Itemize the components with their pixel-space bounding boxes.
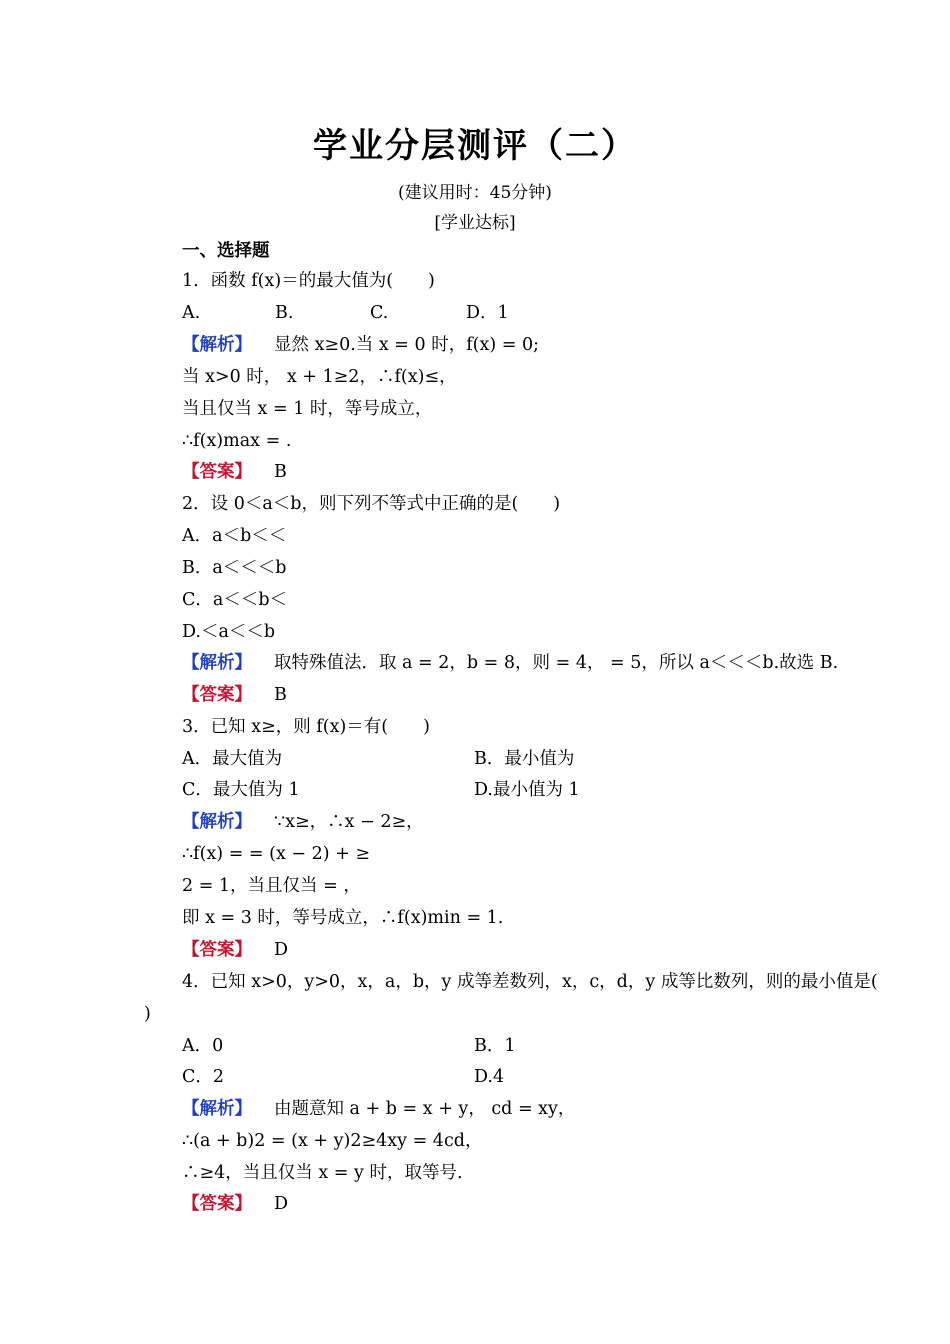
answer-tag: 【答案】 xyxy=(182,1194,252,1214)
q3-option-b: B．最小值为 xyxy=(474,749,575,769)
analysis-tag: 【解析】 xyxy=(182,812,252,832)
answer-tag: 【答案】 xyxy=(182,940,252,960)
q4-option-c: C．2 xyxy=(182,1067,225,1087)
q3-solution-line-1: ∵x≥，∴x − 2≥， xyxy=(274,812,424,832)
q4-stem-continuation: ) xyxy=(144,1004,151,1024)
q2-option-b: B．a＜＜＜b xyxy=(182,558,287,578)
q2-solution-line-1: 取特殊值法．取 a = 2，b = 8，则 = 4， = 5，所以 a＜＜＜b.故选 B. xyxy=(274,653,839,673)
q4-solution-line-3: ∴≥4，当且仅当 x = y 时，取等号. xyxy=(182,1163,463,1183)
q3-solution-line-3: 2 = 1，当且仅当 = ， xyxy=(182,876,361,896)
q3-option-c: C．最大值为 1 xyxy=(182,780,300,800)
q1-option-c: C. xyxy=(370,303,389,323)
part-heading: 一、选择题 xyxy=(182,241,270,261)
analysis-tag: 【解析】 xyxy=(182,335,252,355)
q1-option-b: B. xyxy=(275,303,294,323)
q1-solution-line-2: 当 x>0 时， x + 1≥2，∴f(x)≤， xyxy=(182,367,457,387)
q4-option-d: D.4 xyxy=(474,1067,505,1087)
q2-option-a: A．a＜b＜＜ xyxy=(182,526,287,546)
q2-stem: 2．设 0＜a＜b，则下列不等式中正确的是( ) xyxy=(182,494,561,514)
q1-solution-line-3: 当且仅当 x = 1 时，等号成立， xyxy=(182,399,433,419)
analysis-tag: 【解析】 xyxy=(182,653,252,673)
q2-analysis xyxy=(182,652,838,674)
q2-option-c: C．a＜＜b＜ xyxy=(182,590,288,610)
q1-option-a: A. xyxy=(182,303,201,323)
q3-solution-line-4: 即 x = 3 时，等号成立，∴f(x)min = 1. xyxy=(182,908,504,928)
analysis-tag: 【解析】 xyxy=(182,1099,252,1119)
q1-option-d: D．1 xyxy=(466,303,509,323)
q1-answer xyxy=(182,461,287,483)
q3-stem: 3．已知 x≥，则 f(x)＝有( ) xyxy=(182,717,430,737)
q2-answer xyxy=(182,684,287,706)
q4-solution-line-2: ∴(a + b)2 = (x + y)2≥4xy = 4cd， xyxy=(182,1131,483,1151)
q4-stem: 4．已知 x>0，y>0，x，a，b，y 成等差数列，x，c，d，y 成等比数列，则的最小值是( xyxy=(182,972,878,992)
q3-option-d: D.最小值为 1 xyxy=(474,780,580,800)
q4-analysis xyxy=(182,1098,575,1120)
q1-analysis xyxy=(182,334,539,356)
q3-analysis xyxy=(182,811,424,833)
q1-stem: 1．函数 f(x)＝的最大值为( ) xyxy=(182,271,435,291)
answer-tag: 【答案】 xyxy=(182,685,252,705)
q1-solution-line-1: 显然 x≥0.当 x = 0 时，f(x) = 0; xyxy=(274,335,540,355)
section-tag: [学业达标] xyxy=(434,213,516,233)
answer-tag: 【答案】 xyxy=(182,462,252,482)
q3-answer xyxy=(182,939,288,961)
q3-option-a: A．最大值为 xyxy=(182,749,283,769)
time-note: (建议用时：45分钟) xyxy=(398,183,552,203)
q2-answer-value: B xyxy=(274,685,287,705)
q4-answer xyxy=(182,1193,288,1215)
q3-solution-line-2: ∴f(x) = = (x − 2) + ≥ xyxy=(182,844,371,864)
q1-answer-value: B xyxy=(274,462,287,482)
q4-option-a: A．0 xyxy=(182,1036,224,1056)
q4-option-b: B．1 xyxy=(474,1036,516,1056)
q4-solution-line-1: 由题意知 a + b = x + y， cd = xy， xyxy=(274,1099,576,1119)
q3-answer-value: D xyxy=(274,940,289,960)
q1-solution-line-4: ∴f(x)max = . xyxy=(182,431,292,451)
q4-answer-value: D xyxy=(274,1194,289,1214)
q2-option-d: D.＜a＜＜b xyxy=(182,622,276,642)
page-title: 学业分层测评（二） xyxy=(313,126,637,166)
